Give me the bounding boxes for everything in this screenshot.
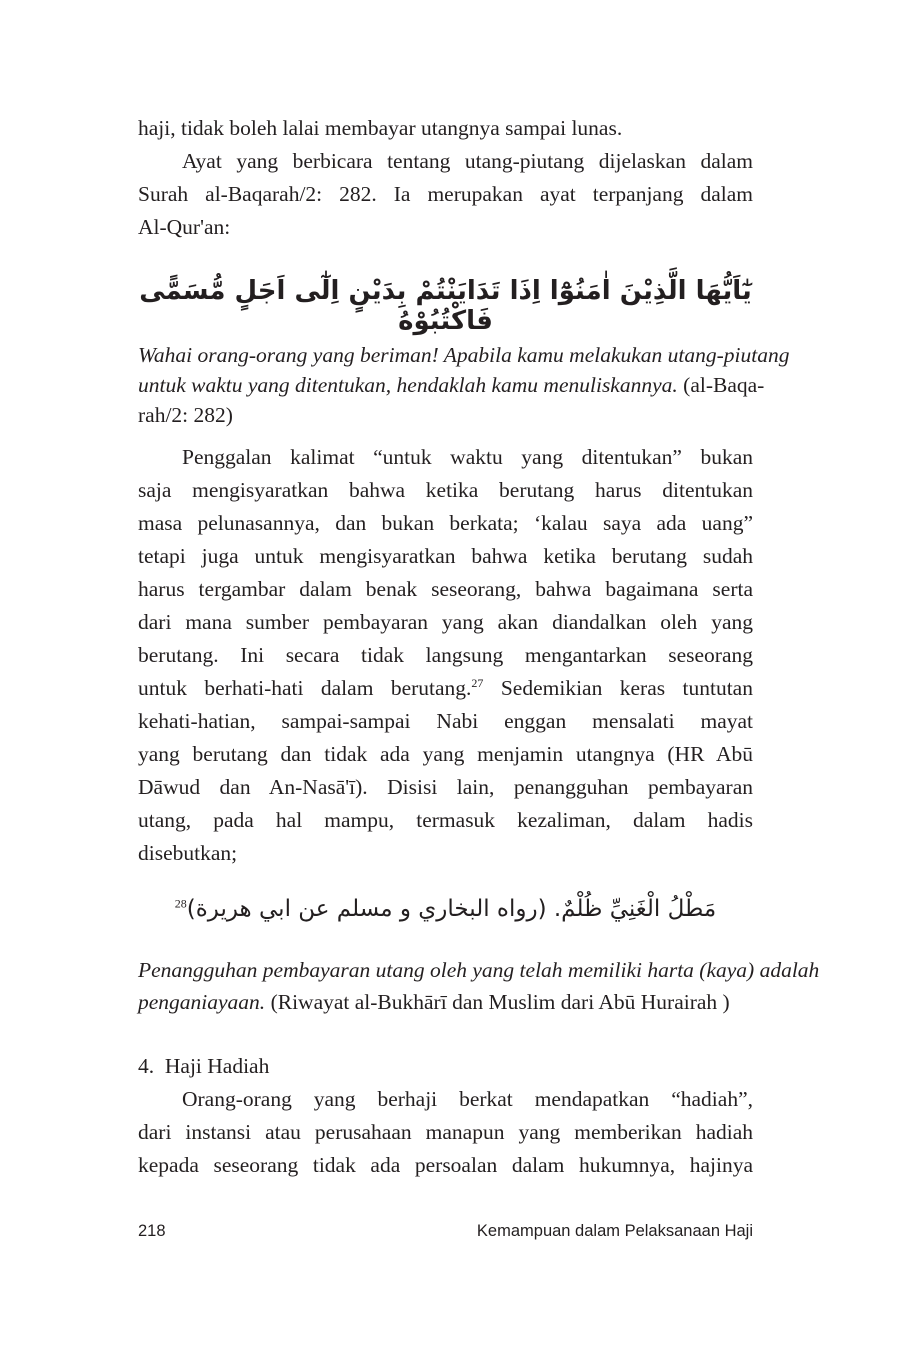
text-line: Al-Qur'an: [138, 215, 231, 239]
translation-text: penganiayaan. [138, 990, 266, 1014]
page-footer [138, 1222, 753, 1241]
text-line: dari instansi atau perusahaan manapun yang memberikan hadiah [138, 1120, 753, 1144]
translation-text: Penangguhan pembayaran utang oleh yang telah memiliki harta (kaya) adalah [138, 958, 820, 982]
page-number: 218 [138, 1222, 166, 1240]
section-heading: 4. Haji Hadiah [138, 1054, 270, 1078]
translation-text: untuk waktu yang ditentukan, hendaklah kamu menuliskannya. [138, 373, 678, 397]
verse-translation [138, 340, 790, 430]
verse-reference: rah/2: 282) [138, 403, 233, 427]
text-line: haji, tidak boleh lalai membayar utangnya sampai lunas. [138, 116, 623, 140]
text-line: kehati-hatian, sampai-sampai Nabi enggan mensalati mayat [138, 709, 753, 733]
paragraph-continuation [138, 112, 753, 145]
text-line: disebutkan; [138, 841, 238, 865]
text-line: utang, pada hal mampu, termasuk kezaliman, dalam hadis [138, 808, 753, 832]
text-line: yang berutang dan tidak ada yang menjamin utangnya (HR Abū [138, 742, 753, 766]
text-line [138, 340, 790, 370]
text-line [138, 370, 765, 400]
footnote-ref: 27 [471, 675, 484, 690]
footnote-ref: 28 [174, 896, 187, 911]
text-segment: Sedemikian keras tuntutan [483, 676, 753, 700]
text-line: harus tergambar dalam benak seseorang, bahwa bagaimana serta [138, 577, 753, 601]
text-line [138, 954, 820, 986]
section-4 [138, 1050, 753, 1182]
verse-reference: (al-Baqa- [677, 373, 765, 397]
paragraph-explanation [138, 441, 753, 870]
paragraph-intro-verse [138, 145, 753, 244]
text-line: dari mana sumber pembayaran yang akan diandalkan oleh yang [138, 610, 753, 634]
text-line: Penggalan kalimat “untuk waktu yang ditentukan” bukan [182, 445, 753, 469]
arabic-verse: يٰٓاَيُّهَا الَّذِيْنَ اٰمَنُوْٓا اِذَا تَدَايَنْتُمْ بِدَيْنٍ اِلٰٓى اَجَلٍ مُّسَمًّى فَاكْتُبُوْهُ [139, 276, 752, 336]
text-line: Dāwud dan An-Nasā'ī). Disisi lain, penangguhan pembayaran [138, 775, 753, 799]
text-line [138, 672, 753, 705]
hadith-text: مَطْلُ الْغَنِيِّ ظُلْمٌ. (رواه البخاري و مسلم عن ابي هريرة) [186, 896, 717, 922]
text-segment: untuk berhati-hati dalam berutang. [138, 676, 472, 700]
text-line: berutang. Ini secara tidak langsung mengantarkan seseorang [138, 643, 753, 667]
running-title: Kemampuan dalam Pelaksanaan Haji [476, 1222, 753, 1240]
text-line: saja mengisyaratkan bahwa ketika berutang harus ditentukan [138, 478, 753, 502]
text-line: Surah al-Baqarah/2: 282. Ia merupakan ayat terpanjang dalam [138, 182, 753, 206]
hadith-reference: (Riwayat al-Bukhārī dan Muslim dari Abū Hurairah ) [265, 990, 730, 1014]
arabic-hadith [138, 896, 753, 922]
translation-text: Wahai orang-orang yang beriman! Apabila kamu melakukan utang-piutang [138, 343, 790, 367]
hadith-translation [138, 954, 820, 1018]
text-line: masa pelunasannya, dan bukan berkata; ‘kalau saya ada uang” [138, 511, 753, 535]
text-line: kepada seseorang tidak ada persoalan dalam hukumnya, hajinya [138, 1153, 753, 1177]
text-line: tetapi juga untuk mengisyaratkan bahwa ketika berutang sudah [138, 544, 753, 568]
text-line: Orang-orang yang berhaji berkat mendapatkan “hadiah”, [182, 1087, 753, 1111]
text-line [138, 986, 753, 1018]
text-line: Ayat yang berbicara tentang utang-piutang dijelaskan dalam [182, 149, 753, 173]
